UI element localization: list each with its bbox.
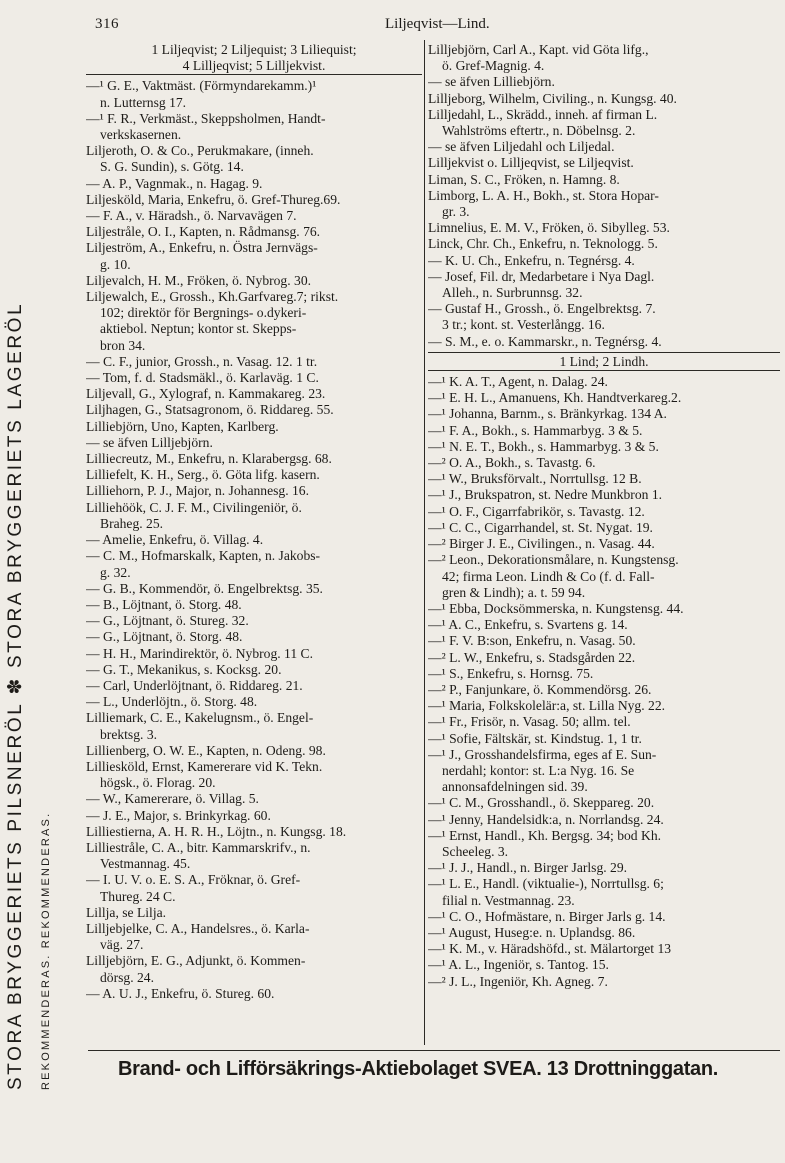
directory-entry-line: Lilliestierna, A. H. R. H., Löjtn., n. Kungsg. 18.	[86, 823, 347, 839]
directory-entry-line: 102; direktör för Bergnings- o.dykeri-	[100, 305, 307, 321]
directory-entry-line: S. G. Sundin), s. Götg. 14.	[100, 159, 244, 175]
directory-entry-line: dörsg. 24.	[100, 969, 154, 985]
directory-entry-line: — A. P., Vagnmak., n. Hagag. 9.	[86, 175, 263, 191]
directory-entry-line: —¹ Ebba, Docksömmerska, n. Kungstensg. 44.	[428, 600, 684, 616]
directory-entry-line: aktiebol. Neptun; kontor st. Skepps-	[100, 321, 297, 337]
directory-entry-line: —² L. W., Enkefru, s. Stadsgården 22.	[428, 649, 636, 665]
directory-entry-line: — G. B., Kommendör, ö. Engelbrektsg. 35.	[86, 580, 323, 596]
directory-entry-line: —² Birger J. E., Civilingen., n. Vasag. 44.	[428, 536, 655, 552]
directory-entry-line: Lilljekvist o. Lilljeqvist, se Liljeqvist.	[428, 155, 634, 171]
directory-entry-line: —¹ Fr., Frisör, n. Vasag. 50; allm. tel.	[428, 714, 631, 730]
directory-entry-line: —¹ Sofie, Fältskär, st. Kindstug. 1, 1 tr.	[428, 730, 642, 746]
side-advert-main: STORA BRYGGERIETS PILSNERÖL ✽ STORA BRYGGERIETS LAGERÖL	[5, 301, 26, 1090]
directory-entry-line: —² J. L., Ingeniör, Kh. Agneg. 7.	[428, 973, 608, 989]
directory-entry-line: — Josef, Fil. dr, Medarbetare i Nya Dagl.	[428, 268, 655, 284]
directory-entry-line: —¹ G. E., Vaktmäst. (Förmyndarekamm.)¹	[86, 78, 317, 94]
directory-entry-line: Liljewalch, E., Grossh., Kh.Garfvareg.7; rikst.	[86, 289, 339, 305]
directory-entry-line: Liljestråle, O. I., Kapten, n. Rådmansg. 76.	[86, 224, 321, 240]
directory-entry-line: ö. Gref-Magnig. 4.	[442, 58, 545, 74]
directory-entry-line: —² Leon., Dekorationsmålare, n. Kungstensg.	[428, 552, 679, 568]
directory-entry-line: Linck, Chr. Ch., Enkefru, n. Teknologg. 5.	[428, 236, 658, 252]
directory-entry-line: Alleh., n. Surbrunnsg. 32.	[442, 285, 583, 301]
directory-entry-line: Limnelius, E. M. V., Fröken, ö. Sibylleg. 53.	[428, 220, 670, 236]
directory-entry-line: Lilliesköld, Ernst, Kamererare vid K. Tekn.	[86, 758, 323, 774]
right-column	[428, 42, 780, 990]
directory-entry-line: —¹ Maria, Folkskolelär:a, st. Lilla Nyg. 22.	[428, 698, 666, 714]
side-advert-sub: REKOMMENDERAS. REKOMMENDERAS.	[40, 811, 52, 1090]
directory-entry-line: — I. U. V. o. E. S. A., Fröknar, ö. Gref-	[86, 872, 301, 888]
directory-entry-line: Lilliebjörn, Uno, Kapten, Karlberg.	[86, 418, 279, 434]
directory-entry-line: bron 34.	[100, 337, 146, 353]
directory-entry-line: Lilliemark, C. E., Kakelugnsm., ö. Engel-	[86, 710, 314, 726]
directory-entry-line: — C. F., junior, Grossh., n. Vasag. 12. 1 tr.	[86, 353, 318, 369]
directory-entry-line: — G., Löjtnant, ö. Stureg. 32.	[86, 613, 249, 629]
directory-entry-line: — Tom, f. d. Stadsmäkl., ö. Karlaväg. 1 C.	[86, 370, 319, 386]
directory-entry-line: —¹ J., Grosshandelsfirma, eges af E. Sun-	[428, 746, 657, 762]
directory-entry-line: g. 32.	[100, 564, 131, 580]
directory-entry-line: — se äfven Lilliebjörn.	[428, 74, 555, 90]
column-divider	[424, 40, 425, 1045]
directory-entry-line: Lilljebjelke, C. A., Handelsres., ö. Karla-	[86, 920, 310, 936]
directory-entry-line: —¹ F. R., Verkmäst., Skeppsholmen, Handt-	[86, 110, 326, 126]
directory-entry-line: — G., Löjtnant, ö. Storg. 48.	[86, 629, 243, 645]
directory-entry-line: —¹ Jenny, Handelsidk:a, n. Norrlandsg. 24.	[428, 811, 664, 827]
directory-entry-line: Thureg. 24 C.	[100, 888, 176, 904]
directory-entry-line: gren & Lindh); a. t. 59 94.	[442, 584, 586, 600]
directory-entry-line: gr. 3.	[442, 204, 470, 220]
directory-entry-line: — K. U. Ch., Enkefru, n. Tegnérsg. 4.	[428, 252, 635, 268]
footer-advert: Brand- och Lifförsäkrings-Aktiebolaget SVEA. 13 Drottninggatan.	[118, 1058, 719, 1080]
directory-entry-line: Wahlströms eftertr., n. Döbelnsg. 2.	[442, 123, 636, 139]
directory-entry-line: 1 Lind; 2 Lindh.	[428, 352, 780, 371]
directory-entry-line: —¹ N. E. T., Bokh., s. Hammarbyg. 3 & 5.	[428, 438, 659, 454]
directory-entry-line: Lilljebjörn, Carl A., Kapt. vid Göta lifg.,	[428, 42, 649, 57]
directory-entry-line: —¹ F. A., Bokh., s. Hammarbyg. 3 & 5.	[428, 422, 643, 438]
directory-entry-line: —¹ J., Brukspatron, st. Nedre Munkbron 1.	[428, 487, 663, 503]
directory-entry-line: — B., Löjtnant, ö. Storg. 48.	[86, 596, 242, 612]
directory-entry-line: filial n. Vestmannag. 23.	[442, 892, 575, 908]
directory-entry-line: —¹ S., Enkefru, s. Hornsg. 75.	[428, 665, 594, 681]
directory-entry-line: Liljeström, A., Enkefru, n. Östra Jernvägs-	[86, 240, 318, 256]
page-number: 316	[95, 16, 119, 32]
directory-entry-line: —¹ F. V. B:son, Enkefru, n. Vasag. 50.	[428, 633, 636, 649]
directory-entry-line: Lillja, se Lilja.	[86, 904, 167, 920]
directory-entry-line: Lilljeborg, Wilhelm, Civiling., n. Kungsg. 40.	[428, 90, 677, 106]
left-column	[86, 42, 422, 1002]
directory-entry-line: —¹ Ernst, Handl., Kh. Bergsg. 34; bod Kh.	[428, 827, 662, 843]
directory-entry-line: — Gustaf H., Grossh., ö. Engelbrektsg. 7.	[428, 301, 656, 317]
directory-entry-line: — G. T., Mekanikus, s. Kocksg. 20.	[86, 661, 282, 677]
directory-entry-line: Liman, S. C., Fröken, n. Hamng. 8.	[428, 171, 620, 187]
directory-entry-line: — S. M., e. o. Kammarskr., n. Tegnérsg. 4.	[428, 333, 662, 349]
directory-entry-line: Lilliehorn, P. J., Major, n. Johannesg. 16.	[86, 483, 309, 499]
directory-entry-line: — W., Kamererare, ö. Villag. 5.	[86, 791, 259, 807]
directory-entry-line: — F. A., v. Häradsh., ö. Narvavägen 7.	[86, 208, 297, 224]
directory-entry-line: —¹ K. M., v. Häradshöfd., st. Mälartorget 13	[428, 941, 672, 957]
directory-entry-line: — C. M., Hofmarskalk, Kapten, n. Jakobs-	[86, 548, 321, 564]
side-advertisement	[2, 0, 66, 1090]
directory-entry-line: — se äfven Lilljebjörn.	[86, 434, 213, 450]
directory-entry-line: —² P., Fanjunkare, ö. Kommendörsg. 26.	[428, 681, 652, 697]
footer-rule	[88, 1050, 780, 1051]
directory-entry-line: —¹ C. O., Hofmästare, n. Birger Jarls g. 14.	[428, 908, 666, 924]
directory-entry-line: —¹ L. E., Handl. (viktualie-), Norrtullsg. 6;	[428, 876, 664, 892]
directory-entry-line: Lilliefelt, K. H., Serg., ö. Göta lifg. kasern.	[86, 467, 320, 483]
directory-entry-line: —¹ C. M., Grosshandl., ö. Skeppareg. 20.	[428, 795, 655, 811]
directory-entry-line: annonsafdelningen sid. 39.	[442, 779, 588, 795]
directory-entry-line: — H. H., Marindirektör, ö. Nybrog. 11 C.	[86, 645, 313, 661]
directory-entry-line: Lillienberg, O. W. E., Kapten, n. Odeng. 98.	[86, 742, 326, 758]
directory-entry-line: Lilliehöök, C. J. F. M., Civilingeniör, ö.	[86, 499, 302, 515]
directory-entry-line: —¹ August, Huseg:e. n. Uplandsg. 86.	[428, 924, 636, 940]
directory-entry-line: Liljevalch, H. M., Fröken, ö. Nybrog. 30.	[86, 272, 312, 288]
directory-entry-line: —¹ E. H. L., Amanuens, Kh. Handtverkareg.2.	[428, 390, 682, 406]
directory-entry-line: Vestmannag. 45.	[100, 856, 191, 872]
directory-entry-line: nerdahl; kontor: st. L:a Nyg. 16. Se	[442, 762, 635, 778]
directory-entry-line: — L., Underlöjtn., ö. Storg. 48.	[86, 694, 258, 710]
directory-entry-line: Liljeroth, O. & Co., Perukmakare, (inneh.	[86, 143, 314, 159]
directory-entry-line: Braheg. 25.	[100, 515, 164, 531]
directory-entry-line: —¹ A. C., Enkefru, s. Svartens g. 14.	[428, 617, 628, 633]
directory-entry-line: brektsg. 3.	[100, 726, 158, 742]
directory-entry-line: Limborg, L. A. H., Bokh., st. Stora Hopar-	[428, 187, 659, 203]
directory-entry-line: — se äfven Liljedahl och Liljedal.	[428, 139, 615, 155]
directory-entry-line: Lilljedahl, L., Skrädd., inneh. af firman L.	[428, 106, 658, 122]
directory-entry-line: högsk., ö. Florag. 20.	[100, 775, 216, 791]
directory-entry-line: — Carl, Underlöjtnant, ö. Riddareg. 21.	[86, 677, 303, 693]
directory-entry-line: — Amelie, Enkefru, ö. Villag. 4.	[86, 532, 264, 548]
directory-entry-line: —¹ O. F., Cigarrfabrikör, s. Tavastg. 12.	[428, 503, 645, 519]
directory-entry-line: n. Lutternsg 17.	[100, 94, 187, 110]
directory-entry-line: — J. E., Major, s. Brinkyrkag. 60.	[86, 807, 271, 823]
directory-entry-line: — A. U. J., Enkefru, ö. Stureg. 60.	[86, 985, 275, 1001]
directory-entry-line: —² O. A., Bokh., s. Tavastg. 6.	[428, 455, 596, 471]
directory-entry-line: —¹ W., Bruksförvalt., Norrtullsg. 12 B.	[428, 471, 642, 487]
directory-entry-line: —¹ J. J., Handl., n. Birger Jarlsg. 29.	[428, 860, 628, 876]
directory-entry-line: —¹ Johanna, Barnm., s. Bränkyrkag. 134 A.	[428, 406, 667, 422]
directory-entry-line: Lilliecreutz, M., Enkefru, n. Klarabergsg. 68.	[86, 451, 332, 467]
directory-entry-line: 1 Liljeqvist; 2 Liljequist; 3 Liliequist;	[151, 42, 357, 57]
directory-entry-line: 42; firma Leon. Lindh & Co (f. d. Fall-	[442, 568, 655, 584]
directory-entry-line: Lilljebjörn, E. G., Adjunkt, ö. Kommen-	[86, 953, 306, 969]
directory-entry-line: —¹ K. A. T., Agent, n. Dalag. 24.	[428, 374, 608, 390]
directory-entry-line: väg. 27.	[100, 937, 144, 953]
directory-entry-line: verkskasernen.	[100, 127, 182, 143]
running-head: Liljeqvist—Lind.	[385, 16, 490, 32]
directory-entry-line: —¹ C. C., Cigarrhandel, st. St. Nygat. 19.	[428, 519, 653, 535]
directory-entry-line: 4 Lilljeqvist; 5 Lilljekvist.	[86, 58, 422, 75]
directory-entry-line: Liljesköld, Maria, Enkefru, ö. Gref-Thureg.69.	[86, 191, 341, 207]
directory-entry-line: Liljevall, G., Xylograf, n. Kammakareg. 23.	[86, 386, 326, 402]
directory-entry-line: Liljhagen, G., Statsagronom, ö. Riddareg. 55.	[86, 402, 334, 418]
directory-entry-line: Scheeleg. 3.	[442, 843, 509, 859]
directory-entry-line: 3 tr.; kont. st. Vesterlångg. 16.	[442, 317, 605, 333]
directory-entry-line: g. 10.	[100, 256, 131, 272]
directory-entry-line: Lilliestråle, C. A., bitr. Kammarskrifv., n.	[86, 839, 311, 855]
directory-entry-line: —¹ A. L., Ingeniör, s. Tantog. 15.	[428, 957, 609, 973]
